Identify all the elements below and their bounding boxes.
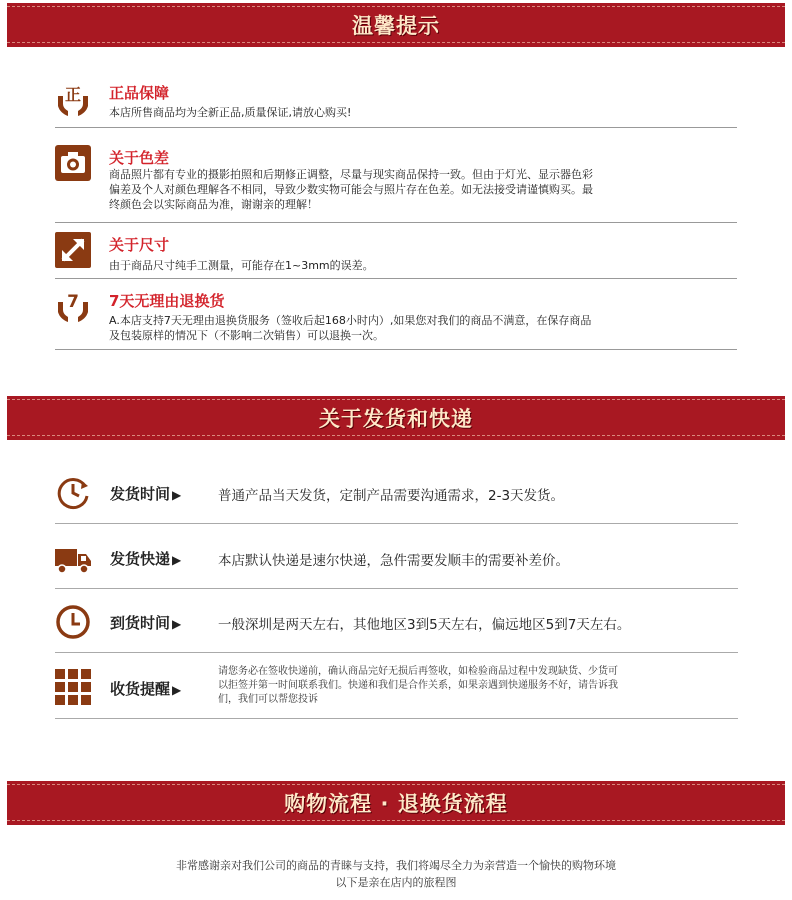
notice-banner — [7, 3, 785, 47]
clock-icon — [55, 474, 91, 510]
genuine-text: 本店所售商品均为全新正品,质量保证,请放心购买! — [109, 106, 352, 119]
ship-time-text: 普通产品当天发货，定制产品需要沟通需求，2-3天发货。 — [218, 488, 565, 504]
return-text: A.本店支持7天无理由退换货服务（签收后起168小时内）,如果您对我们的商品不满意，在保存商品 及包装原样的情况下（不影响二次销售）可以退换一次。 — [109, 314, 592, 342]
divider — [55, 718, 738, 719]
genuine-hands-icon — [55, 82, 91, 118]
color-diff-title: 关于色差 — [109, 149, 170, 167]
thanks-text: 非常感谢亲对我们公司的商品的青睐与支持，我们将竭尽全力为亲营造一个愉快的购物环境 — [176, 859, 616, 872]
arrival-text: 一般深圳是两天左右，其他地区3到5天左右，偏远地区5到7天左右。 — [218, 617, 631, 633]
size-text: 由于商品尺寸纯手工测量，可能存在1~3mm的误差。 — [109, 259, 374, 272]
resize-arrow-icon — [55, 232, 91, 268]
journey-text: 以下是亲在店内的旅程图 — [335, 876, 457, 889]
divider — [55, 523, 738, 524]
ship-time-label: 发货时间 ▶ — [110, 485, 182, 503]
grid-icon — [55, 669, 91, 705]
seven-days-hands-icon — [55, 288, 91, 324]
camera-icon — [55, 145, 91, 181]
courier-text: 本店默认快递是速尔快递，急件需要发顺丰的需要补差价。 — [218, 553, 569, 569]
process-banner-title: 购物流程 · 退换货流程 — [284, 792, 508, 816]
divider — [55, 127, 737, 128]
arrow-right-icon: ▶ — [172, 553, 182, 567]
receipt-reminder-text: 请您务必在签收快递前，确认商品完好无损后再签收，如检验商品过程中发现缺货、少货可 以拒签并第一时间联系我们。快递和我们是合作关系，如果亲遇到快递服务不好，请告诉我 们，我们可以帮您投诉 — [218, 666, 618, 705]
process-banner — [7, 781, 785, 825]
divider — [55, 278, 737, 279]
divider — [55, 222, 737, 223]
arrow-right-icon: ▶ — [172, 683, 182, 697]
color-diff-text: 商品照片都有专业的摄影拍照和后期修正调整，尽量与现实商品保持一致。但由于灯光、显示器色彩 偏差及个人对颜色理解各不相同，导致少数实物可能会与照片存在色差。如无法接受请谨慎购买。最 终颜色会以实际商品为准，谢谢亲的理解！ — [109, 168, 593, 211]
divider — [55, 349, 737, 350]
divider — [55, 588, 738, 589]
genuine-title: 正品保障 — [109, 84, 170, 102]
receipt-reminder-label: 收货提醒 ▶ — [110, 680, 182, 698]
notice-banner-title: 温馨提示 — [352, 14, 440, 38]
clock-outline-icon — [55, 604, 91, 640]
shipping-banner-title: 关于发货和快递 — [319, 407, 473, 431]
svg-text:正: 正 — [64, 85, 82, 104]
courier-label: 发货快递 ▶ — [110, 550, 182, 568]
size-title: 关于尺寸 — [109, 236, 170, 254]
arrow-right-icon: ▶ — [172, 488, 182, 502]
truck-icon — [55, 541, 91, 577]
arrow-right-icon: ▶ — [172, 617, 182, 631]
svg-text:7: 7 — [67, 292, 79, 312]
return-title: 7天无理由退换货 — [109, 292, 225, 310]
shipping-banner — [7, 396, 785, 440]
divider — [55, 652, 738, 653]
arrival-label: 到货时间 ▶ — [110, 614, 182, 632]
